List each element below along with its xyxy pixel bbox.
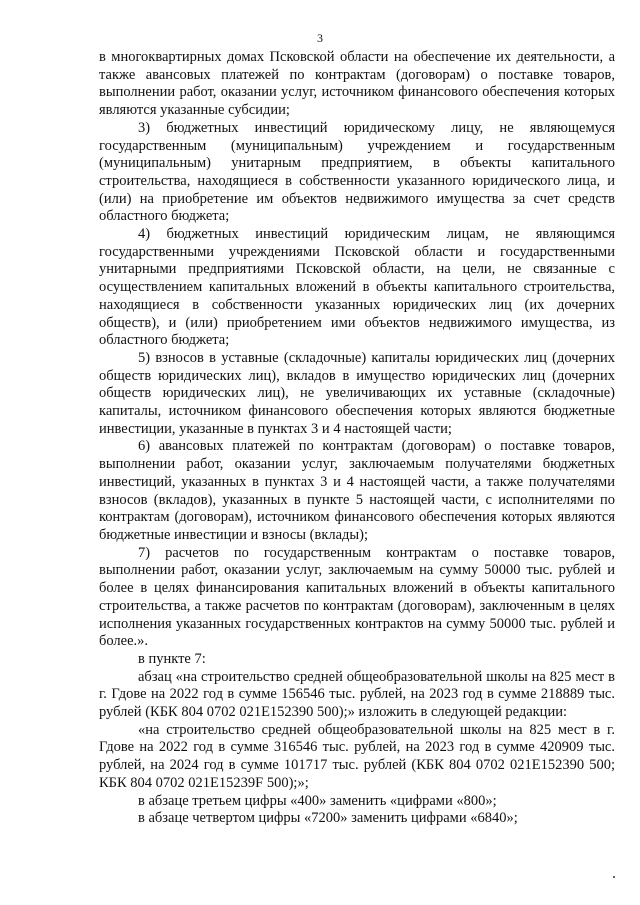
paragraph-item-7: 7) расчетов по государственным контрактам о поставке товаров, выполнении работ, оказании услуг, заключаемым на сумму 50000 тыс. рублей и более в целях финансирования капитальных вложений в объекты капитального строительства, а также расчетов по контрактам (договорам), заключенным в целях исполнения указанных государственных контрактов на сумму 50000 тыс. рублей и более.». xyxy=(99,544,615,650)
paragraph-third-amendment: в абзаце третьем цифры «400» заменить «цифрами «800»; xyxy=(138,792,497,809)
paragraph-old-wording: абзац «на строительство средней общеобразовательной школы на 825 мест в г. Гдове на 2022 год в сумме 156546 тыс. рублей, на 2023 год в сумме 218889 тыс. рублей (КБК 804 0702 021Е152390 500);» изложить в следующей редакции: xyxy=(99,668,615,721)
page-number: 3 xyxy=(317,31,323,45)
paragraph-new-wording: «на строительство средней общеобразовательной школы на 825 мест в г. Гдове на 2022 год в сумме 316546 тыс. рублей, на 2023 год в сумме 420909 тыс. рублей, на 2024 год в сумме 101717 тыс. рублей (КБК 804 0702 021Е152390 500; КБК 804 0702 021Е15239F 500);»; xyxy=(99,721,615,791)
paragraph-item-3: 3) бюджетных инвестиций юридическому лицу, не являющемуся государственным (муниципальным) учреждением и государственным (муниципальным) унитарным предприятием, в объекты капитального строительства, находящиеся в собственности указанного юридического лица, и (или) на приобретение им объектов недвижимого имущества за счет средств областного бюджета; xyxy=(99,119,615,225)
paragraph-item-5: 5) взносов в уставные (складочные) капиталы юридических лиц (дочерних обществ юридических лиц), вкладов в имущество юридических лиц (дочерних обществ юридических лиц), не увеличивающих их уставные (складочные) капиталы, источником финансового обеспечения которых являются бюджетные инвестиции, указанные в пунктах 3 и 4 настоящей части; xyxy=(99,349,615,437)
document-body xyxy=(99,49,615,828)
paragraph-point-7-heading: в пункте 7: xyxy=(138,650,206,667)
paragraph-fourth-amendment: в абзаце четвертом цифры «7200» заменить цифрами «6840»; xyxy=(138,810,518,827)
paragraph-item-6: 6) авансовых платежей по контрактам (договорам) о поставке товаров, выполнении работ, оказании услуг, заключаемым получателями бюджетных инвестиций, указанных в пунктах 3 и 4 настоящей части, а также получателями взносов (вкладов), указанных в пункте 5 настоящей части, с исполнителями по контрактам (договорам), источником финансового обеспечения которых являются бюджетные инвестиции и взносы (вклады); xyxy=(99,438,615,543)
paragraph-item-4: 4) бюджетных инвестиций юридическим лицам, не являющимся государственными учреждениями Псковской области и государственными унитарными предприятиями Псковской области, на цели, не связанные с осуществлением капитальных вложений в объекты капитального строительства, находящиеся в собственности указанных юридических лиц (их дочерних обществ), и (или) приобретением ими объектов недвижимого имущества, из областного бюджета; xyxy=(99,226,615,349)
scan-speck xyxy=(613,876,615,878)
paragraph-continuation: в многоквартирных домах Псковской области на обеспечение их деятельности, а также авансовых платежей по контрактам (договорам) о поставке товаров, выполнении работ, оказании услуг, источником финансового обеспечения которых являются указанные субсидии; xyxy=(99,49,615,119)
